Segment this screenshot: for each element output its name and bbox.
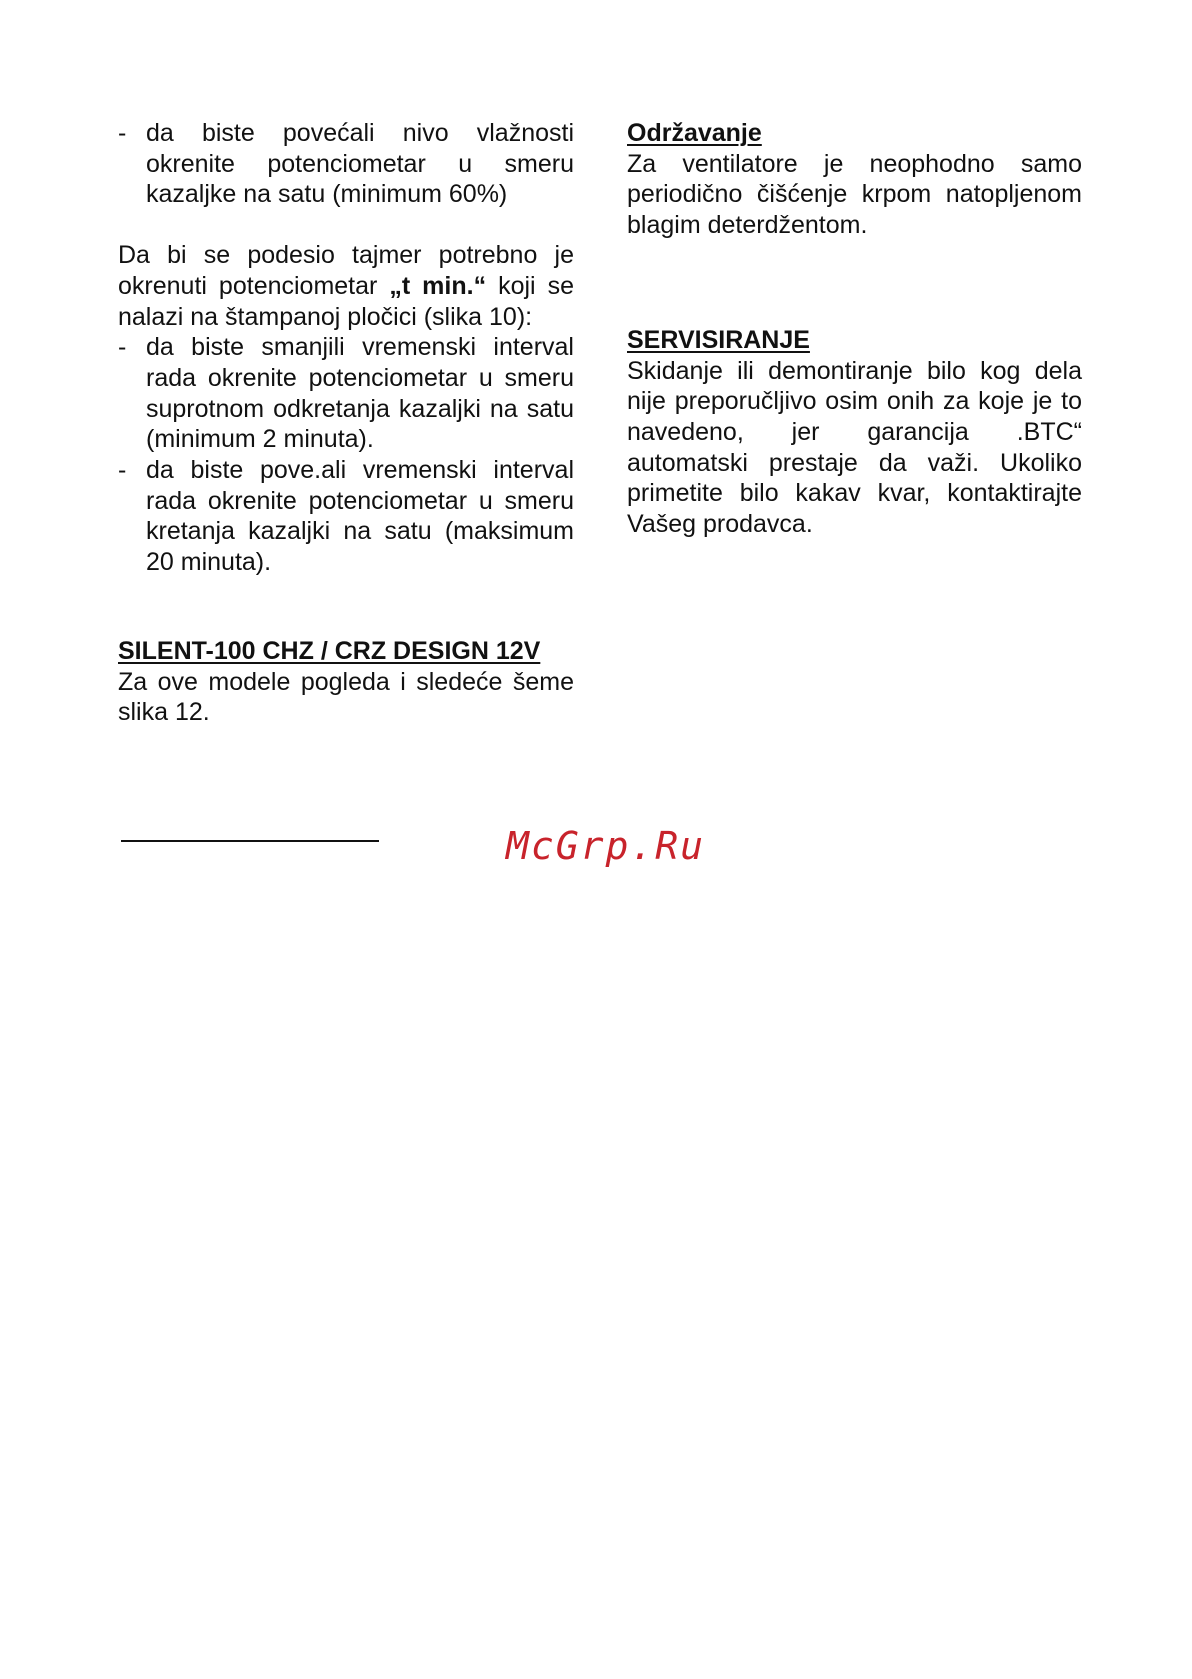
list-item-humidity-increase [118,118,574,210]
service-paragraph: Skidanje ili demontiranje bilo kog dela nije preporučljivo osim onih za koje je to navedeno, jer garancija .BTC“ automatski prestaje da važi. Ukoliko primetite bilo kakav kvar, kontaktirajte Vašeg prodavca. [627,356,1082,539]
bullet-dash: - [118,456,127,485]
footnote-divider [121,840,379,842]
timer-potentiometer-label: „t min.“ [389,271,487,300]
right-column [627,118,1082,540]
list-item-timer-decrease [118,332,574,455]
watermark-text: McGrp.Ru [506,824,706,868]
section-heading-service: SERVISIRANJE [627,325,810,354]
list-item-text: da biste povećali nivo vlažnosti okrenite potenciometar u smeru kazaljke na satu (minimum 60%) [146,119,574,209]
bullet-dash: - [118,119,127,147]
bullet-dash: - [118,333,127,362]
section-heading-maintenance: Održavanje [627,119,762,147]
left-column [118,118,574,728]
section-heading-silent: SILENT-100 CHZ / CRZ DESIGN 12V [118,636,541,665]
list-item-timer-increase [118,455,574,578]
list-item-text: da biste pove.ali vremenski interval rada okrenite potenciometar u smeru kretanja kazaljki na satu (maksimum 20 minuta). [146,456,574,577]
list-item-text: da biste smanjili vremenski interval rada okrenite potenciometar u smeru suprotnom odkretanja kazaljki na satu (minimum 2 minuta). [146,333,574,454]
timer-intro-paragraph: Da bi se podesio tajmer potrebno je okrenuti potenciometar „t min.“ koji se nalazi na štampanoj pločici (slika 10): [118,241,574,331]
maintenance-paragraph: Za ventilatore je neophodno samo periodično čišćenje krpom natopljenom blagim deterdžentom. [627,149,1082,240]
section-paragraph-silent: Za ove modele pogleda i sledeće šeme slika 12. [118,667,574,727]
